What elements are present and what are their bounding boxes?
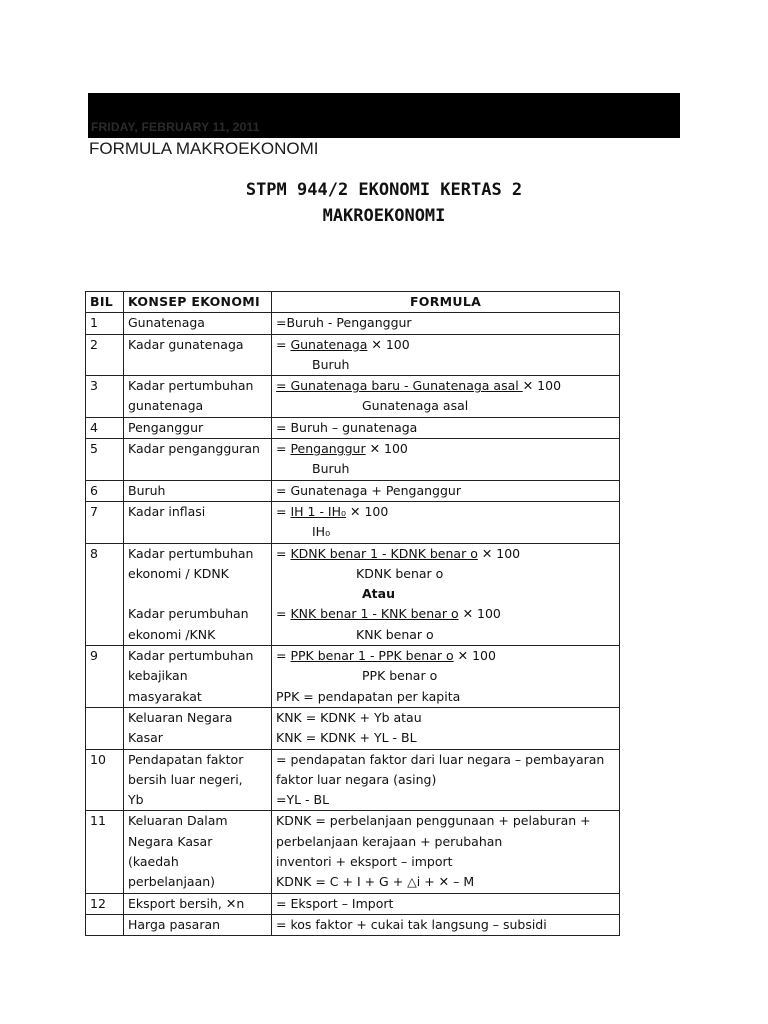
bil-cell	[86, 707, 124, 749]
formula-line: = pendapatan faktor dari luar negara – pembayaran	[276, 751, 605, 767]
bil-cell	[86, 914, 124, 935]
konsep-cell: Eksport bersih, ✕n	[124, 893, 272, 914]
formula-text: ✕ 100	[453, 648, 496, 664]
formula-cell: = Gunatenaga + Penganggur	[272, 480, 620, 501]
konsep-line: perbelanjaan)	[128, 874, 216, 890]
konsep-cell	[124, 749, 272, 811]
formula-denominator: PPK benar o	[362, 668, 438, 684]
formula-line: perbelanjaan kerajaan + perubahan	[276, 833, 503, 849]
formula-line: KNK = KDNK + Yb atau	[276, 709, 422, 725]
formula-cell: = Buruh – gunatenaga	[272, 417, 620, 438]
table-row	[86, 334, 620, 376]
header-bil: BIL	[86, 292, 124, 313]
formula-denominator: IH₀	[312, 524, 331, 540]
document-title-line-2: MAKROEKONOMI	[322, 206, 446, 226]
konsep-line: masyarakat	[128, 688, 202, 704]
formula-denominator: KNK benar o	[356, 626, 434, 642]
konsep-line: Kadar pertumbuhan	[128, 545, 254, 561]
table-row	[86, 893, 620, 914]
table-row	[86, 313, 620, 334]
bil-cell: 7	[86, 501, 124, 543]
formula-line: =YL - BL	[276, 792, 330, 808]
konsep-cell: Kadar gunatenaga	[124, 334, 272, 376]
formula-cell	[272, 376, 620, 418]
formula-text: ✕ 100	[367, 336, 410, 352]
konsep-cell: Penganggur	[124, 417, 272, 438]
konsep-spacer	[128, 584, 267, 604]
formula-cell	[272, 811, 620, 893]
formula-text: =	[276, 336, 291, 352]
document-title-line-1: STPM 944/2 EKONOMI KERTAS 2	[245, 180, 523, 200]
formula-text: ✕ 100	[477, 545, 521, 561]
header-konsep: KONSEP EKONOMI	[124, 292, 272, 313]
formula-cell	[272, 707, 620, 749]
formula-cell: = kos faktor + cukai tak langsung – subsidi	[272, 914, 620, 935]
konsep-cell	[124, 707, 272, 749]
konsep-line: Negara Kasar	[128, 833, 213, 849]
table-row	[86, 439, 620, 481]
formula-text: =	[276, 503, 291, 519]
bil-cell: 11	[86, 811, 124, 893]
bil-cell: 5	[86, 439, 124, 481]
formula-table	[85, 291, 620, 936]
formula-numerator: KNK benar 1 - KNK benar o	[290, 606, 459, 622]
bil-cell: 3	[86, 376, 124, 418]
table-row	[86, 376, 620, 418]
formula-text: ✕ 100	[522, 378, 562, 394]
formula-denominator: Buruh	[312, 356, 350, 372]
formula-line: faktor luar negara (asing)	[276, 771, 437, 787]
formula-line: inventori + eksport – import	[276, 854, 453, 870]
konsep-line: Kadar pertumbuhan	[128, 378, 254, 394]
bil-cell: 10	[86, 749, 124, 811]
blog-header-bar	[88, 93, 680, 138]
formula-denominator: Buruh	[312, 461, 350, 477]
konsep-line: bersih luar negeri,	[128, 771, 243, 787]
bil-cell: 9	[86, 646, 124, 708]
formula-numerator: PPK benar 1 - PPK benar o	[290, 648, 454, 664]
formula-cell	[272, 439, 620, 481]
table-row	[86, 707, 620, 749]
konsep-cell	[124, 646, 272, 708]
konsep-cell: Harga pasaran	[124, 914, 272, 935]
table-row	[86, 646, 620, 708]
formula-cell	[272, 749, 620, 811]
formula-line: KDNK = perbelanjaan penggunaan + pelaburan +	[276, 813, 591, 829]
konsep-line: Pendapatan faktor	[128, 751, 244, 767]
table-row	[86, 501, 620, 543]
table-row	[86, 417, 620, 438]
formula-text: =	[276, 606, 291, 622]
table-row	[86, 749, 620, 811]
konsep-cell: Buruh	[124, 480, 272, 501]
konsep-line: Keluaran Dalam	[128, 813, 228, 829]
formula-cell	[272, 646, 620, 708]
formula-text: =	[276, 441, 291, 457]
formula-text: ✕ 100	[365, 441, 408, 457]
table-header-row	[86, 292, 620, 313]
bil-cell: 12	[86, 893, 124, 914]
formula-text: ✕ 100	[458, 606, 501, 622]
konsep-line: Kadar perumbuhan	[128, 606, 249, 622]
table-row	[86, 480, 620, 501]
formula-text: =	[276, 648, 291, 664]
formula-line: KNK = KDNK + YL - BL	[276, 730, 417, 746]
formula-numerator: Gunatenaga	[290, 336, 368, 352]
header-formula: FORMULA	[272, 292, 620, 313]
konsep-cell: Kadar pengangguran	[124, 439, 272, 481]
konsep-line: gunatenaga	[128, 398, 204, 414]
bil-cell: 4	[86, 417, 124, 438]
konsep-line: Yb	[128, 792, 144, 808]
formula-numerator: IH 1 - IH₀	[290, 503, 347, 519]
formula-denominator: Gunatenaga asal	[362, 398, 469, 414]
formula-cell	[272, 543, 620, 645]
konsep-cell	[124, 811, 272, 893]
table-row	[86, 543, 620, 645]
konsep-line: Keluaran Negara	[128, 709, 233, 725]
konsep-cell: Kadar inflasi	[124, 501, 272, 543]
formula-cell	[272, 501, 620, 543]
formula-numerator: Penganggur	[290, 441, 366, 457]
formula-numerator: KDNK benar 1 - KDNK benar o	[290, 545, 478, 561]
konsep-line: Kadar pertumbuhan	[128, 648, 254, 664]
post-date: FRIDAY, FEBRUARY 11, 2011	[91, 120, 260, 134]
formula-cell: = Eksport – Import	[272, 893, 620, 914]
formula-text: =	[276, 545, 291, 561]
konsep-line: kebajikan	[128, 668, 188, 684]
bil-cell: 1	[86, 313, 124, 334]
formula-atau: Atau	[362, 586, 395, 602]
table-row	[86, 914, 620, 935]
formula-note: PPK = pendapatan per kapita	[276, 688, 461, 704]
konsep-cell: Gunatenaga	[124, 313, 272, 334]
table-row	[86, 811, 620, 893]
konsep-line: ekonomi /KNK	[128, 626, 216, 642]
formula-cell: =Buruh - Penganggur	[272, 313, 620, 334]
formula-line: KDNK = C + I + G + △i + ✕ – M	[276, 874, 475, 890]
bil-cell: 8	[86, 543, 124, 645]
konsep-line: ekonomi / KDNK	[128, 565, 229, 581]
formula-cell	[272, 334, 620, 376]
formula-denominator: KDNK benar o	[356, 565, 444, 581]
formula-numerator: = Gunatenaga baru - Gunatenaga asal	[276, 378, 523, 394]
post-title[interactable]: FORMULA MAKROEKONOMI	[89, 139, 319, 158]
konsep-line: (kaedah	[128, 854, 179, 870]
konsep-line: Kasar	[128, 730, 163, 746]
konsep-cell	[124, 543, 272, 645]
bil-cell: 6	[86, 480, 124, 501]
konsep-cell	[124, 376, 272, 418]
bil-cell: 2	[86, 334, 124, 376]
formula-text: ✕ 100	[346, 503, 389, 519]
